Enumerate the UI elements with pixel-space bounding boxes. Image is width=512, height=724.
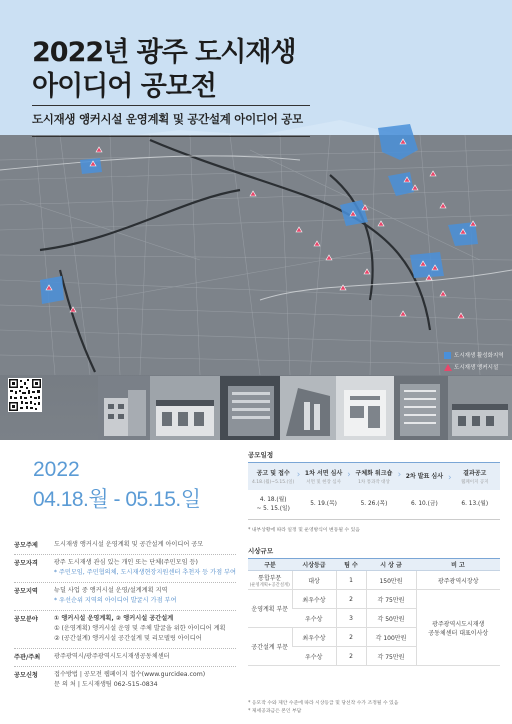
subtitle: 도시재생 앵커시설 운영계획 및 공간설계 아이디어 공모 — [32, 112, 303, 126]
prize-title: 시상규모 — [248, 547, 274, 555]
title-divider-top — [32, 105, 310, 106]
details-section — [0, 440, 512, 724]
building-photo-7 — [448, 376, 512, 440]
chevron-right-icon: › — [347, 470, 351, 480]
info-divider — [14, 554, 236, 555]
info-row-eligibility: 공모자격 광주 도시재생 관심 있는 개인 또는 단체(주민모임 등) * 주민모임, 주민협의체, 도시재생현장지원센터 추천자 등 가점 부여 — [14, 559, 236, 576]
schedule-title: 공모일정 — [248, 451, 274, 459]
schedule-step: 1차 서면 심사 서면 및 현장 심사 › — [304, 470, 351, 485]
table-row: 운영계획 부문 최우수상 2 각 75만원 광주광역시도시재생 공동체센터 대표이사상 — [248, 590, 500, 609]
schedule-date: 6. 13.(월) — [461, 501, 489, 507]
map-legend — [444, 349, 510, 373]
prize-header-row: 구분 시상등급 팀 수 시 상 금 비 고 — [248, 559, 500, 571]
schedule-note: * 내부상황에 따라 일정 및 운영방식이 변동될 수 있음 — [248, 528, 360, 533]
period-range: 04.18.월 - 05.15.일 — [33, 488, 201, 511]
schedule-dates — [248, 490, 500, 520]
building-photo-1 — [98, 376, 150, 440]
period-year: 2022 — [33, 458, 80, 481]
schedule-table — [248, 462, 500, 520]
schedule-date: 5. 19.(목) — [310, 501, 337, 507]
area-swatch-icon — [444, 352, 451, 359]
title-line-1: 2022년 광주 도시재생 — [32, 37, 296, 68]
schedule-date: 4. 18.(월) ~ 5. 15.(일) — [256, 496, 290, 512]
schedule-steps — [248, 462, 500, 490]
schedule-date: 5. 26.(목) — [360, 501, 388, 507]
schedule-date: 6. 10.(금) — [411, 501, 438, 507]
site-marker-icon — [444, 364, 452, 371]
legend-site: 도시재생 앵커시설 — [444, 361, 510, 373]
table-row: 통합부문 (운영계획+공간설계) 대상 1 150만원 광주광역시장상 — [248, 571, 500, 590]
qr-code[interactable] — [8, 378, 42, 412]
chevron-right-icon: › — [447, 473, 452, 483]
schedule-step: 구체화 워크숍 1차 통과작 대상 › — [355, 470, 402, 485]
schedule-step: 공고 및 접수 4.18.(월)~5.15.(일) › — [252, 470, 301, 485]
building-photo-2 — [150, 376, 220, 440]
legend-area: 도시재생 활성화지역 — [444, 349, 510, 361]
info-divider — [14, 648, 236, 649]
building-photo-3 — [220, 376, 280, 440]
building-photo-4 — [280, 376, 336, 440]
prize-notes: * 응모작 수와 제안 수준에 따라 시상등급 및 당선작 수가 조정될 수 있음 * 제세공과금은 본인 부담 — [248, 701, 399, 714]
building-photo-5 — [336, 376, 394, 440]
table-row: 우수상 2 각 75만원 — [248, 647, 500, 666]
title-divider-bottom — [32, 136, 310, 137]
prize-table — [248, 558, 500, 666]
chevron-right-icon: › — [397, 470, 402, 480]
info-divider — [14, 610, 236, 611]
info-row-apply: 공모신청 접수방법 | 공모전 웹페이지 접수(www.gurcidea.com) 문 의 처 | 도시재생팀 062-515-0834 — [14, 671, 206, 688]
info-divider — [14, 582, 236, 583]
info-row-host: 주관/주최 광주광역시/광주광역시도시재생공동체센터 — [14, 653, 170, 661]
table-row: 공간설계 부문 최우수상 2 각 100만원 — [248, 628, 500, 647]
contact-phone: 문 의 처 | 도시재생팀 062-515-0834 — [54, 681, 158, 688]
apply-link[interactable]: 접수방법 | 공모전 웹페이지 접수(www.gurcidea.com) — [54, 671, 206, 678]
building-photo-strip — [98, 376, 512, 440]
chevron-right-icon: › — [296, 470, 301, 480]
schedule-step: 결과공고 웹페이지 공지 — [461, 470, 489, 485]
title-line-2: 아이디어 공모전 — [32, 71, 216, 102]
info-divider — [14, 666, 236, 667]
info-row-theme: 공모주제 도시재생 앵커시설 운영계획 및 공간설계 아이디어 공모 — [14, 541, 204, 549]
schedule-step: 2차 발표 심사 › — [405, 473, 452, 483]
info-row-region: 공모지역 뉴딜 사업 중 앵커시설 운영/설계계획 지역 * 우선순위 지역의 아이디어 발굴시 가점 부여 — [14, 587, 177, 604]
info-row-field: 공모분야 ① 앵커시설 운영계획, ② 앵커시설 공간설계 ① (운영계획) 앵커시설 운영 및 주체 발굴을 위한 아이디어 계획 ② (공간설계) 앵커시설 공간설계 및 리모델링 아이디어 — [14, 615, 226, 642]
building-photo-6 — [394, 376, 448, 440]
table-row: 우수상 3 각 50만원 — [248, 609, 500, 628]
